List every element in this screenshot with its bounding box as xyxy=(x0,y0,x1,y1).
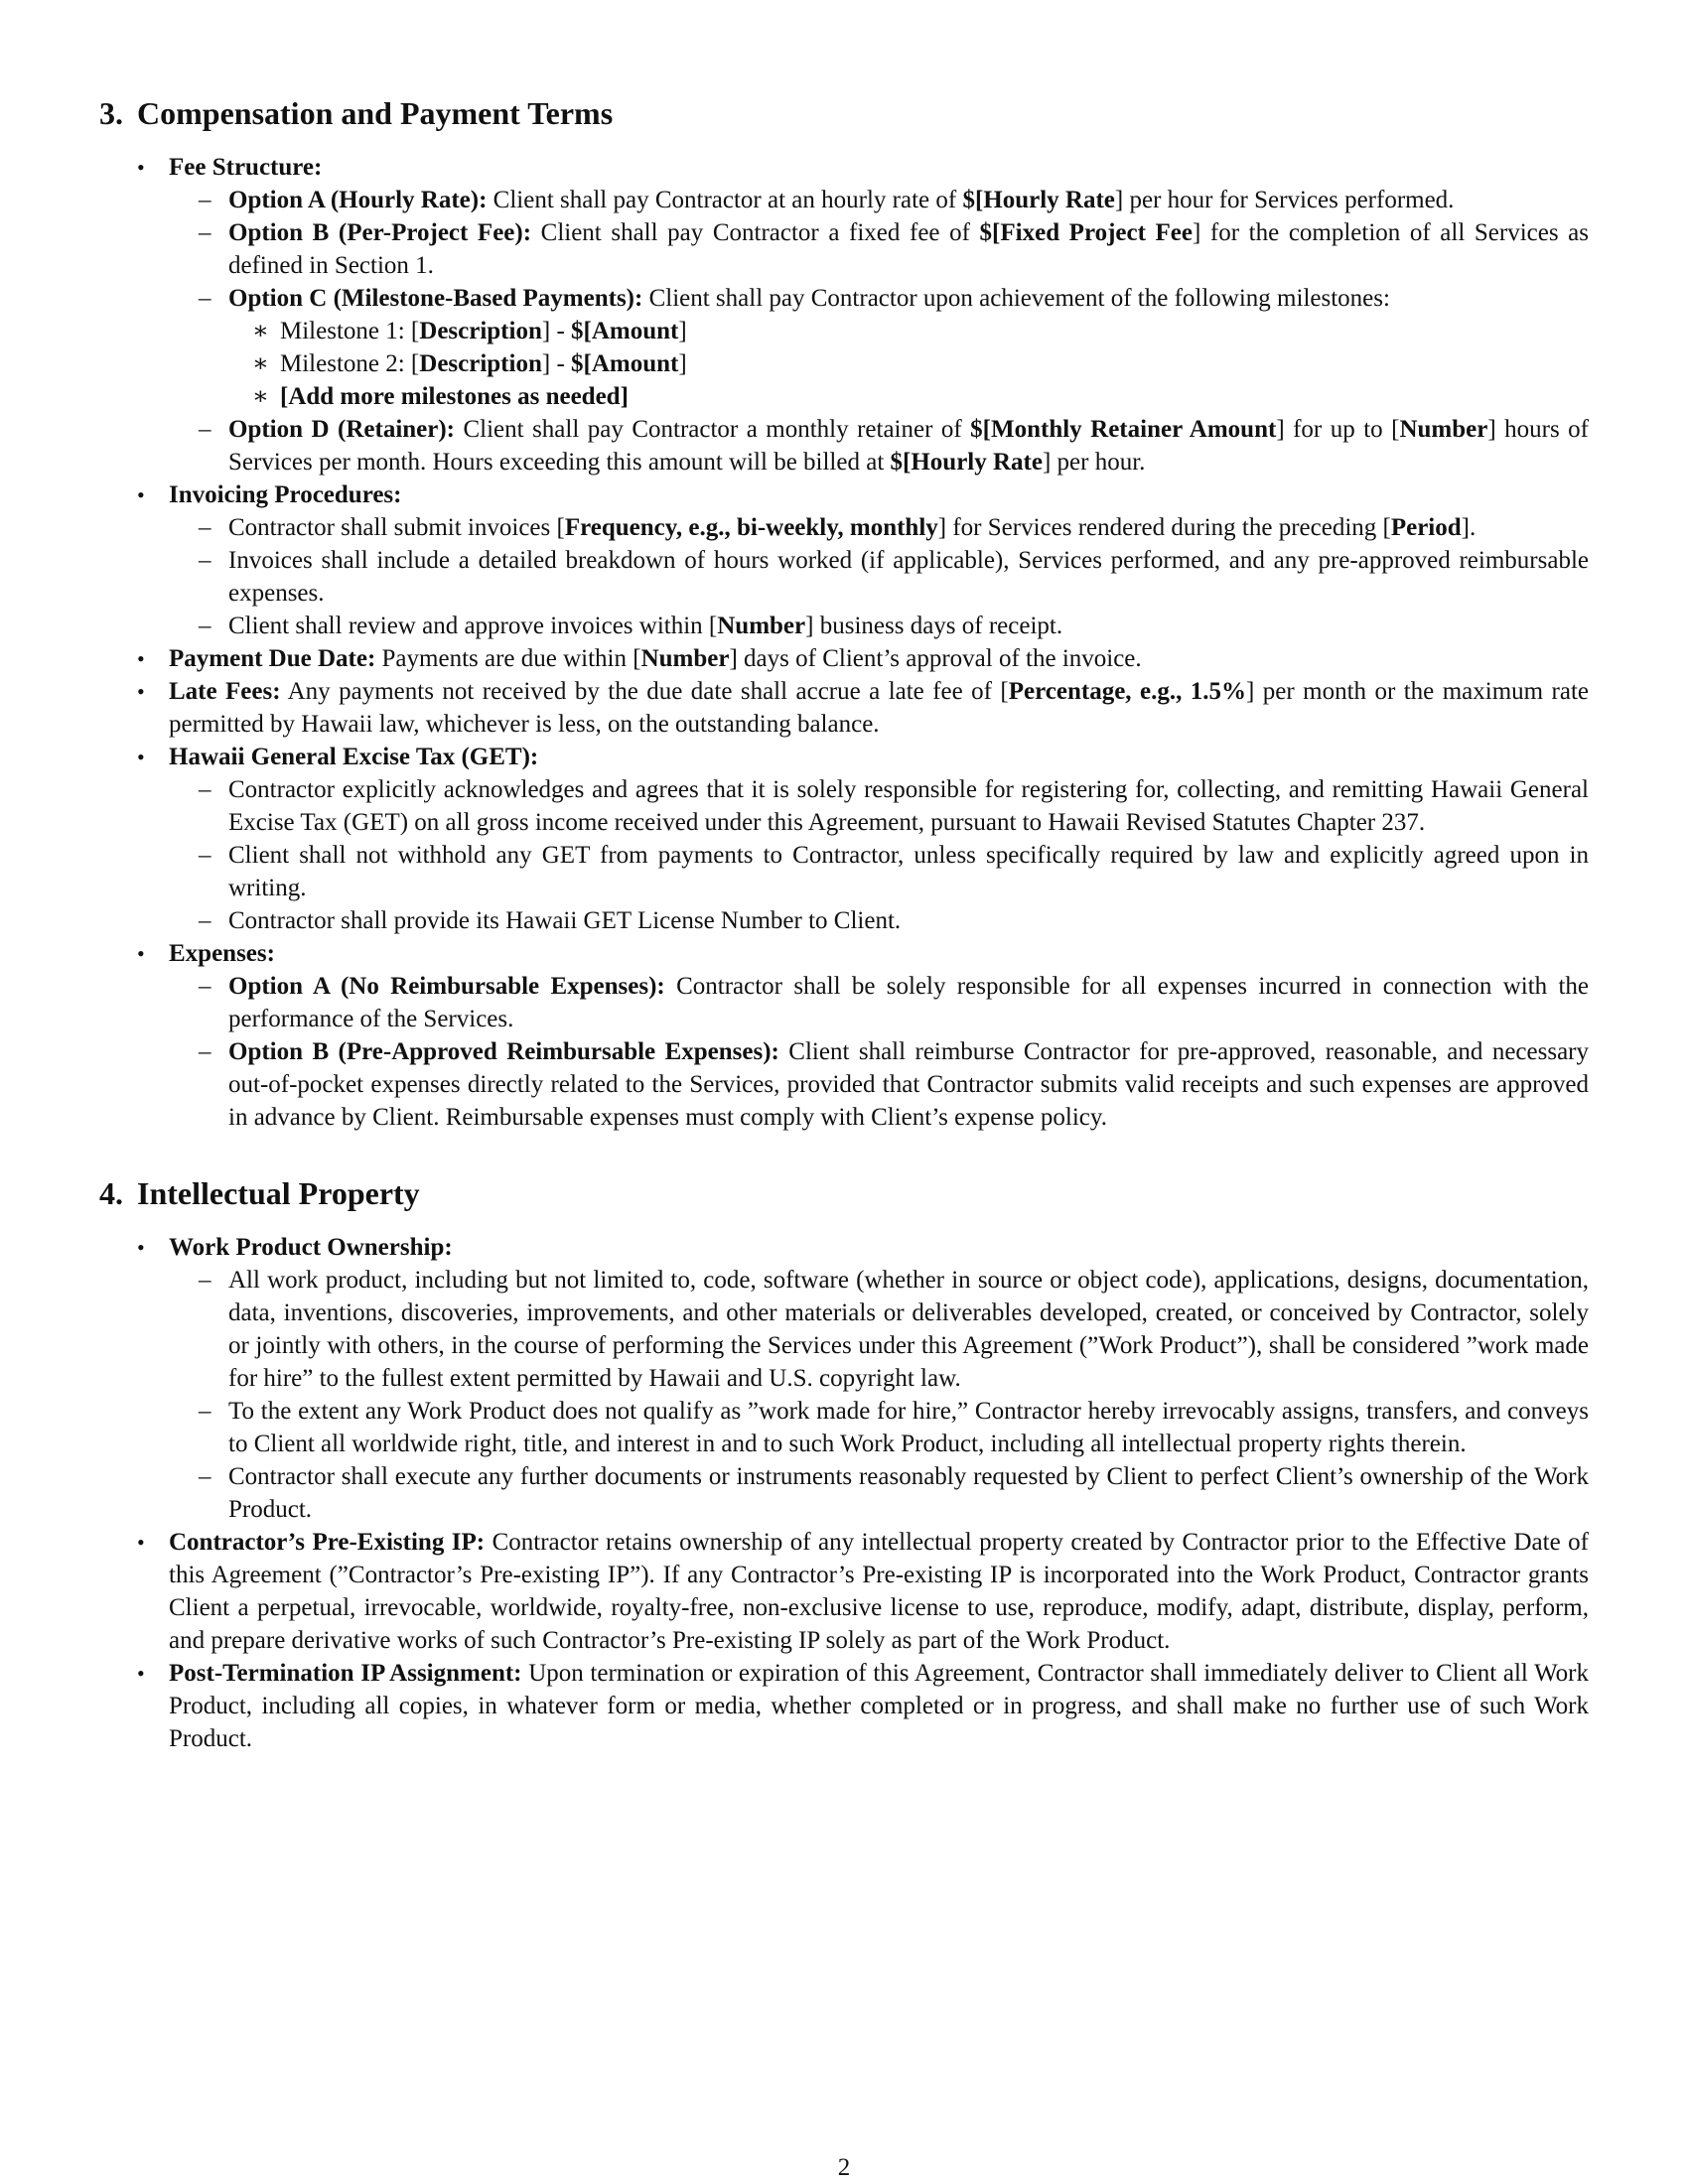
text: ] for up to [ xyxy=(1276,416,1400,443)
text: ] business days of receipt. xyxy=(805,613,1063,639)
fee-option-c xyxy=(169,282,1589,413)
placeholder-amount: $[Amount xyxy=(571,350,679,377)
section-3-list xyxy=(99,151,1589,1134)
text: Contractor retains ownership of any intellectual property created by Contractor prior to the Effective Date of this Agreement (”Contractor’s Pre-existing IP”). If any Contractor’s Pre-existing IP is incorporated into the Work Product, Contractor grants Client a perpetual, irrevocable, worldwide, royalty-free, non-exclusive license to use, reproduce, modify, adapt, distribute, display, perform, and prepare derivative works of such Contractor’s Pre-existing IP solely as part of the Work Product. xyxy=(169,1529,1589,1654)
milestone-item xyxy=(228,347,1589,380)
text: ] xyxy=(678,350,687,377)
fee-option-c-label: Option C (Milestone-Based Payments): xyxy=(228,285,643,312)
work-product-definition: – All work product, including but not limited to, code, software (whether in source or object code), applications, designs, documentation, data, inventions, discoveries, improvements, and other materials or deliverables developed, created, or conceived by Contractor, solely or jointly with others, in the course of performing the Services under this Agreement (”Work Product”), shall be considered ”work made for hire” to the fullest extent permitted by Hawaii and U.S. copyright law. xyxy=(169,1264,1589,1395)
expenses-option-a-label: Option A (No Reimbursable Expenses): xyxy=(228,973,665,1000)
work-product-list xyxy=(169,1264,1589,1526)
fee-option-a-label: Option A (Hourly Rate): xyxy=(228,187,488,213)
text: $[ xyxy=(962,187,984,213)
placeholder-amount: $[Amount xyxy=(571,318,679,344)
text: Payments are due within [ xyxy=(375,645,641,672)
text: Contractor shall be solely responsible for all expenses incurred in connection with the performance of the Services. xyxy=(228,973,1590,1032)
text: Client shall review and approve invoices within [ xyxy=(228,613,718,639)
get-license: – Contractor shall provide its Hawaii GET License Number to Client. xyxy=(169,904,1589,937)
text: Client shall pay Contractor a fixed fee of xyxy=(531,219,980,246)
text: Client shall reimburse Contractor for pre-approved, reasonable, and necessary out-of-pocket expenses directly related to the Services, provided that Contractor submits valid receipts and such expenses are approved in advance by Client. Reimbursable expenses must comply with Client’s expense policy. xyxy=(228,1038,1589,1131)
milestone-list xyxy=(228,315,1589,413)
hawaii-get-item xyxy=(99,741,1589,937)
late-fees-item xyxy=(99,675,1589,741)
placeholder-description: Description xyxy=(419,318,542,344)
expenses-item xyxy=(99,937,1589,1134)
invoicing-list xyxy=(169,511,1589,642)
text: Client shall pay Contractor upon achievement of the following milestones: xyxy=(642,285,1390,312)
page-number: 2 xyxy=(837,2154,851,2181)
work-product-assignment: – To the extent any Work Product does not qualify as ”work made for hire,” Contractor hereby irrevocably assigns, transfers, and conveys to Client all worldwide right, title, and interest in and to such Work Product, including all intellectual property rights therein. xyxy=(169,1395,1589,1460)
text: ] per hour for Services performed. xyxy=(1114,187,1455,213)
text: ] - xyxy=(541,318,572,344)
expenses-option-b-label: Option B (Pre-Approved Reimbursable Expenses): xyxy=(228,1038,779,1065)
placeholder-add-more: [Add more milestones as needed] xyxy=(280,383,629,410)
placeholder-number: Number xyxy=(717,613,806,639)
placeholder-retainer-amount: $[Monthly Retainer Amount xyxy=(970,416,1277,443)
fee-structure-label: Fee Structure: xyxy=(169,154,323,181)
work-product-documents: – Contractor shall execute any further documents or instruments reasonably requested by Client to perfect Client’s ownership of the Work Product. xyxy=(169,1460,1589,1526)
placeholder-hourly-rate: Hourly Rate xyxy=(983,187,1115,213)
fee-structure-options xyxy=(169,184,1589,478)
pre-existing-ip-label: Contractor’s Pre-Existing IP: xyxy=(169,1529,486,1556)
section-3-number: 3. xyxy=(99,95,123,131)
payment-due-label: Payment Due Date: xyxy=(169,645,376,672)
hawaii-get-label: Hawaii General Excise Tax (GET): xyxy=(169,744,539,770)
section-3-title: Compensation and Payment Terms xyxy=(137,95,614,131)
work-product-item xyxy=(99,1231,1589,1526)
document-page xyxy=(99,93,1589,1755)
text: Milestone 1: [ xyxy=(280,318,420,344)
text: ]. xyxy=(1461,514,1477,541)
expenses-label: Expenses: xyxy=(169,940,275,967)
work-product-label: Work Product Ownership: xyxy=(169,1234,453,1261)
text: Any payments not received by the due date shall accrue a late fee of [ xyxy=(280,678,1009,705)
text: ] hours of Services per month. Hours exceeding this amount will be billed at xyxy=(228,416,1589,476)
get-withholding: – Client shall not withhold any GET from payments to Contractor, unless specifically required by law and explicitly agreed upon in writing. xyxy=(169,839,1589,904)
payment-due-date-item xyxy=(99,642,1589,675)
text: ] days of Client’s approval of the invoice. xyxy=(729,645,1142,672)
fee-option-d-label: Option D (Retainer): xyxy=(228,416,456,443)
invoicing-breakdown: – Invoices shall include a detailed breakdown of hours worked (if applicable), Services performed, and any pre-approved reimbursable expenses. xyxy=(169,544,1589,610)
text: ] xyxy=(678,318,687,344)
placeholder-percentage: Percentage, e.g., 1.5% xyxy=(1008,678,1247,705)
text: Client shall pay Contractor a monthly retainer of xyxy=(455,416,971,443)
post-termination-label: Post-Termination IP Assignment: xyxy=(169,1660,522,1687)
text: Upon termination or expiration of this Agreement, Contractor shall immediately deliver to Client all Work Product, including all copies, in whatever form or media, whether completed or in progress, and shall make no further use of such Work Product. xyxy=(169,1660,1590,1752)
post-termination-ip-item xyxy=(99,1657,1589,1755)
section-4-heading xyxy=(99,1173,1589,1213)
fee-option-d xyxy=(169,413,1589,478)
section-4-number: 4. xyxy=(99,1175,123,1211)
placeholder-hourly-rate: $[Hourly Rate xyxy=(890,449,1043,476)
expenses-list xyxy=(169,970,1589,1134)
milestone-item xyxy=(228,315,1589,347)
invoicing-frequency xyxy=(169,511,1589,544)
text: Client shall pay Contractor at an hourly rate of xyxy=(487,187,963,213)
text: ] per month or the maximum rate permitted by Hawaii law, whichever is less, on the outstanding balance. xyxy=(169,678,1589,738)
text: ] - xyxy=(541,350,572,377)
late-fees-label: Late Fees: xyxy=(169,678,281,705)
fee-option-a xyxy=(169,184,1589,216)
invoicing-review xyxy=(169,610,1589,642)
hawaii-get-list xyxy=(169,773,1589,937)
expenses-option-a xyxy=(169,970,1589,1035)
placeholder-number: Number xyxy=(640,645,730,672)
text: Milestone 2: [ xyxy=(280,350,420,377)
milestone-more xyxy=(228,380,1589,413)
fee-option-b-label: Option B (Per-Project Fee): xyxy=(228,219,532,246)
placeholder-number: Number xyxy=(1399,416,1488,443)
fee-structure-item xyxy=(99,151,1589,478)
placeholder-frequency: Frequency, e.g., bi-weekly, monthly xyxy=(564,514,938,541)
get-responsibility: – Contractor explicitly acknowledges and agrees that it is solely responsible for registering for, collecting, and remitting Hawaii General Excise Tax (GET) on all gross income received under this Agreement, pursuant to Hawaii Revised Statutes Chapter 237. xyxy=(169,773,1589,839)
invoicing-item xyxy=(99,478,1589,642)
section-3-heading xyxy=(99,93,1589,133)
section-4-list xyxy=(99,1231,1589,1755)
placeholder-description: Description xyxy=(419,350,542,377)
text: Contractor shall submit invoices [ xyxy=(228,514,565,541)
placeholder-period: Period xyxy=(1390,514,1462,541)
section-4-title: Intellectual Property xyxy=(137,1175,420,1211)
pre-existing-ip-item xyxy=(99,1526,1589,1657)
text: ] for the completion of all Services as defined in Section 1. xyxy=(228,219,1590,279)
fee-option-b xyxy=(169,216,1589,282)
text: ] per hour. xyxy=(1042,449,1146,476)
expenses-option-b xyxy=(169,1035,1589,1134)
invoicing-label: Invoicing Procedures: xyxy=(169,481,402,508)
text: ] for Services rendered during the preceding [ xyxy=(937,514,1391,541)
text: $[ xyxy=(979,219,1001,246)
placeholder-fixed-fee: Fixed Project Fee xyxy=(1000,219,1194,246)
